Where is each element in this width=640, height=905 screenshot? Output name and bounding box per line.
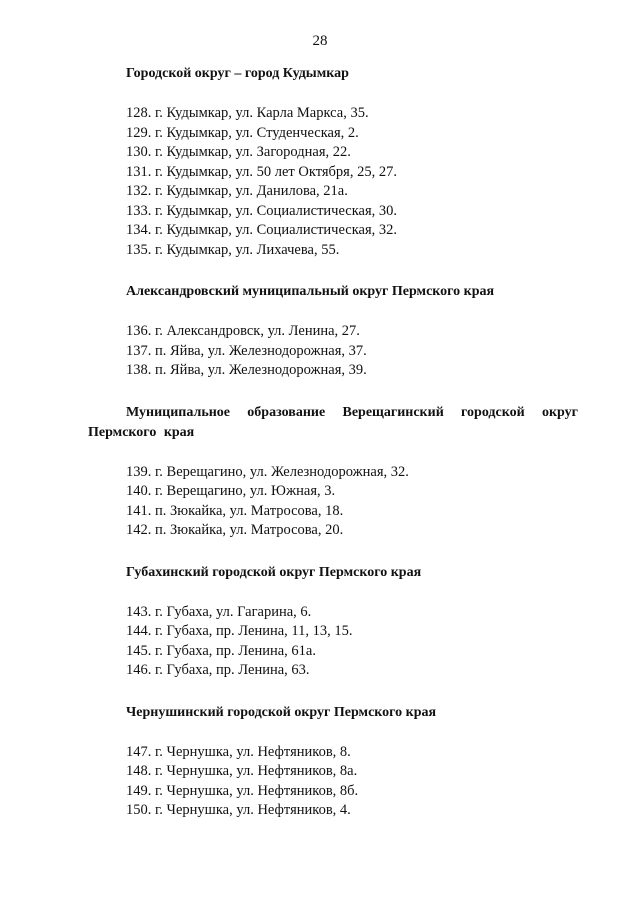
list-item: 139. г. Верещагино, ул. Железнодорожная, 32. [126,463,409,480]
list-item: 145. г. Губаха, пр. Ленина, 61а. [126,642,316,659]
list-item: 134. г. Кудымкар, ул. Социалистическая, 32. [126,222,397,238]
list-item: 143. г. Губаха, ул. Гагарина, 6. [126,603,312,620]
section-kudymkar [0,64,640,260]
list-item: 140. г. Верещагино, ул. Южная, 3. [126,483,336,499]
address-list [0,463,640,541]
list-item: 148. г. Чернушка, ул. Нефтяников, 8а. [126,763,358,779]
section-heading: Чернушинский городской округ Пермского края [126,704,437,720]
list-item: 146. г. Губаха, пр. Ленина, 63. [126,662,310,678]
list-item: 136. г. Александровск, ул. Ленина, 27. [126,323,360,339]
section-gubakha [0,563,640,681]
list-item: 128. г. Кудымкар, ул. Карла Маркса, 35. [126,105,369,121]
address-list [0,104,640,260]
list-item: 131. г. Кудымкар, ул. 50 лет Октября, 25, 27. [126,163,397,180]
section-chernushka [0,703,640,821]
list-item: 141. п. Зюкайка, ул. Матросова, 18. [126,502,344,519]
list-item: 137. п. Яйва, ул. Железнодорожная, 37. [126,342,367,359]
list-item: 135. г. Кудымкар, ул. Лихачева, 55. [126,241,340,258]
document-body [0,64,640,843]
list-item: 149. г. Чернушка, ул. Нефтяников, 8б. [126,782,359,799]
address-list [0,743,640,821]
list-item: 138. п. Яйва, ул. Железнодорожная, 39. [126,362,367,378]
list-item: 130. г. Кудымкар, ул. Загородная, 22. [126,144,351,160]
address-list [0,322,640,381]
page-number: 28 [312,33,328,49]
list-item: 144. г. Губаха, пр. Ленина, 11, 13, 15. [126,623,353,639]
section-heading: Александровский муниципальный округ Пермского края [126,284,495,299]
section-vereshchagino [0,403,640,541]
address-list [0,603,640,681]
list-item: 129. г. Кудымкар, ул. Студенческая, 2. [126,124,359,141]
list-item: 150. г. Чернушка, ул. Нефтяников, 4. [126,802,351,818]
list-item: 132. г. Кудымкар, ул. Данилова, 21а. [126,183,348,199]
list-item: 133. г. Кудымкар, ул. Социалистическая, 30. [126,202,397,219]
section-heading: Губахинский городской округ Пермского края [126,564,422,580]
section-heading: Муниципальное образование Верещагинский городской округ Пермского края [88,404,578,440]
section-heading: Городской округ – город Кудымкар [126,66,349,81]
list-item: 142. п. Зюкайка, ул. Матросова, 20. [126,522,344,538]
list-item: 147. г. Чернушка, ул. Нефтяников, 8. [126,743,351,760]
section-aleksandrovsk [0,282,640,381]
